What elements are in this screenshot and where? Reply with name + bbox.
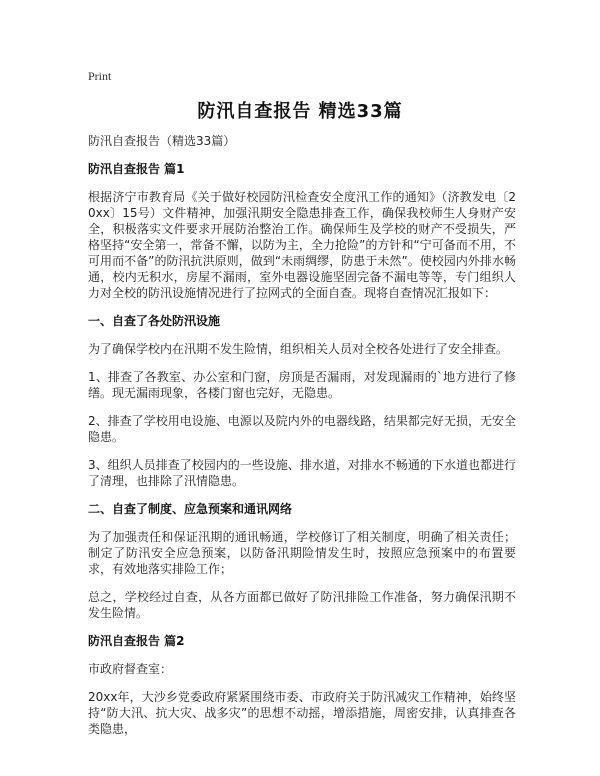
article-2-salutation: 市政府督查室：: [88, 662, 173, 676]
article-content: [88, 133, 516, 749]
section-1-item-2: 2、排查了学校用电设施、电源以及院内外的电器线路，结果都完好无损，无安全隐患。: [88, 414, 516, 444]
section-1-item-3: 3、组织人员排查了校园内的一些设施、排水道，对排水不畅通的下水道也都进行了清理，也排除了汛情隐患。: [88, 458, 516, 488]
section-2-heading: 二、自查了制度、应急预案和通讯网络: [88, 502, 293, 516]
section-2-body: 为了加强责任和保证汛期的通讯畅通，学校修订了相关制度，明确了相关责任；制定了防汛安全应急预案，以防备汛期险情发生时，按照应急预案中的布置要求，有效地落实排险工作；: [88, 530, 516, 576]
article-1-summary: 总之，学校经过自查，从各方面都已做好了防汛排险工作准备，努力确保汛期不发生险情。: [88, 590, 516, 620]
article-1-heading: 防汛自查报告 篇1: [88, 162, 185, 176]
section-1-heading: 一、自查了各处防汛设施: [88, 314, 221, 328]
document-subtitle: 防汛自查报告（精选33篇）: [88, 134, 236, 148]
print-link[interactable]: Print: [88, 69, 112, 83]
article-2-body: 20xx年，大沙乡党委政府紧紧围绕市委、市政府关于防汛减灾工作精神，始终坚持“防大汛、抗大灾、战多灾”的思想不动摇，增添措施，周密安排，认真排查各类隐患，: [88, 690, 516, 736]
page-title: 防汛自查报告 精选33篇: [197, 101, 403, 122]
section-1-intro: 为了确保学校内在汛期不发生险情，组织相关人员对全校各处进行了安全排查。: [88, 342, 509, 356]
article-1-intro: 根据济宁市教育局《关于做好校园防汛检查安全度汛工作的通知》（济教发电〔20xx〕15号）文件精神，加强汛期安全隐患排查工作，确保我校师生人身财产安全，积极落实文件要求开展防治整治工作。确保师生及学校的财产不受损失，严格坚持“安全第一，常备不懈，以防为主，全力抢险”的方针和“宁可备而不用，不可用而不备”的防汛抗洪原则，做到“未雨绸缪，防患于未然”。使校园内外排水畅通，校内无积水，房屋不漏雨，室外电器设施坚固完备不漏电等等，专门组织人力对全校的防汛设施情况进行了拉网式的全面自查。现将自查情况汇报如下：: [88, 190, 516, 300]
article-2-heading: 防汛自查报告 篇2: [88, 634, 185, 648]
section-1-item-1: 1、排查了各教室、办公室和门窗，房顶是否漏雨，对发现漏雨的`地方进行了修缮。现无漏雨现象，各楼门窗也完好，无隐患。: [88, 370, 516, 400]
